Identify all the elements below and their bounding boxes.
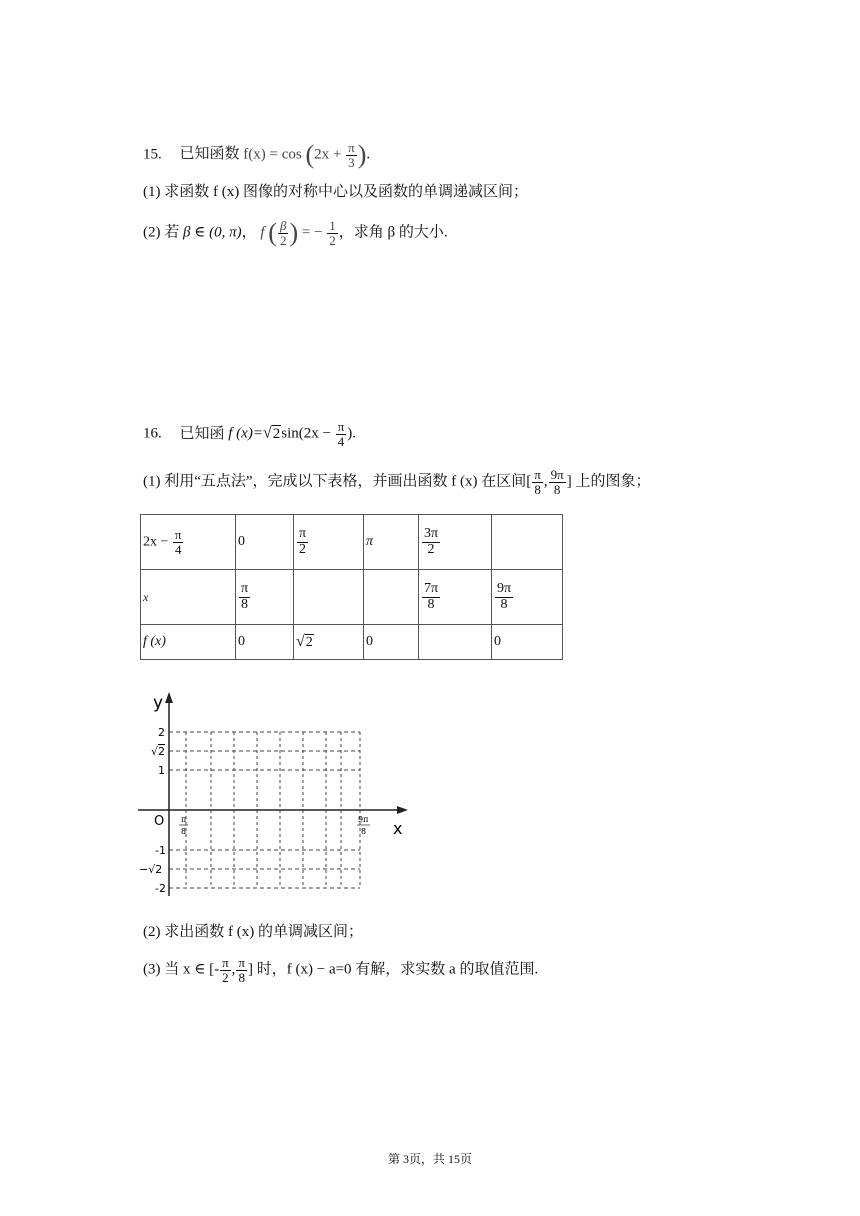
q16-part3-b: ] 时，f (x) − a=0 有解，求实数 a 的取值范围. (248, 961, 539, 978)
q16-sqrt-sign: √ (262, 424, 272, 442)
q16-pi-over-8 (532, 468, 543, 496)
q15-part2 (143, 218, 448, 248)
table-cell: 0 (364, 625, 419, 660)
q16-frac-num: π (337, 419, 345, 434)
cell-9pi-over-8 (495, 582, 513, 612)
q16-func-lhs: f (x)= (228, 425, 263, 442)
row1-frac-num: π (174, 526, 182, 542)
sqrt-sign: √ (296, 633, 305, 650)
cell-pi-over-8 (239, 582, 250, 612)
q16-heading (143, 420, 356, 448)
q16-9pi-over-8 (549, 468, 566, 496)
q15-func-arg: 2x + (314, 146, 342, 163)
q15-f: f (260, 224, 265, 241)
q16-number: 16. (143, 425, 162, 442)
q15-beta-over-2 (278, 219, 289, 247)
q15-paren-open: ( (268, 218, 277, 247)
q16-comma: , (543, 473, 548, 490)
q15-end: . (366, 146, 371, 163)
cell-frac-num: 3π (424, 525, 439, 541)
cell-frac-num: 9π (497, 580, 512, 596)
table-cell (364, 570, 419, 625)
q15-part2-suffix: ，求角 β 的大小. (338, 224, 448, 241)
table-cell (419, 515, 492, 570)
table-cell (492, 515, 563, 570)
table-cell: 0 (236, 515, 294, 570)
page-footer: 第 3页，共 15页 (387, 1152, 472, 1166)
q16-part1 (143, 468, 650, 496)
q16-part3-a: (3) 当 x ∈ [- (143, 961, 220, 978)
five-point-table (140, 514, 563, 660)
table-cell: 0 (236, 625, 294, 660)
table-cell: f (x) (141, 625, 236, 660)
q16-frac2-num: 9π (550, 467, 564, 482)
table-cell (419, 625, 492, 660)
q15-rparen: ) (357, 140, 367, 169)
table-cell (294, 515, 364, 570)
q15-frac-den: 3 (348, 154, 355, 170)
q15-beta-num: β (279, 217, 287, 233)
table-cell (141, 515, 236, 570)
q15-half-num: 1 (329, 217, 336, 233)
table-cell: π (364, 515, 419, 570)
cell-frac-den: 8 (427, 596, 435, 612)
q15-part1: (1) 求函数 f (x) 图像的对称中心以及函数的单调递减区间； (143, 184, 528, 200)
table-row (141, 515, 563, 570)
row1-frac-den: 4 (174, 541, 182, 557)
x-tick-end-num: 9π (358, 815, 369, 824)
x-axis-arrow (397, 806, 408, 814)
table-row (141, 625, 563, 660)
x-tick-start-num: π (181, 815, 187, 824)
graph-grid (138, 688, 418, 903)
q16-func-rest: sin(2x − (281, 425, 331, 442)
origin-label: O (154, 814, 165, 829)
q16-part2: (2) 求出函数 f (x) 的单调减区间； (143, 924, 363, 940)
cell-frac-num: 7π (424, 580, 439, 596)
cell-frac-den: 2 (299, 541, 307, 557)
q16-part1-a: (1) 利用“五点法”，完成以下表格，并画出函数 f (x) 在区间[ (143, 473, 532, 490)
q15-eq-neg: = − (301, 224, 323, 241)
q16-sqrt-two: 2 (272, 425, 281, 442)
q16-frac-den: 4 (337, 433, 345, 449)
cell-frac-den: 8 (500, 596, 508, 612)
q16-part1-b: ] 上的图象； (566, 473, 651, 490)
cell-frac-num: π (299, 525, 307, 541)
cell-3pi-over-2 (422, 527, 440, 557)
cell-7pi-over-8 (422, 582, 440, 612)
x-tick-start-den: 8 (181, 827, 187, 836)
table-cell: 0 (492, 625, 563, 660)
tick-label-2: 2 (158, 726, 165, 739)
row1-label: 2x − (143, 534, 169, 550)
x-tick-end-den: 8 (361, 827, 367, 836)
q16-pi-over-4 (336, 420, 347, 448)
q15-half-den: 2 (329, 232, 336, 248)
q16-frac1-den: 8 (534, 481, 541, 497)
q16-frac1-num: π (534, 467, 541, 482)
q16-stem: 已知函 (179, 425, 225, 442)
table-cell (294, 570, 364, 625)
q16-part3 (143, 956, 538, 984)
table-cell (236, 570, 294, 625)
cell-sqrt-two: 2 (305, 635, 313, 650)
cell-pi-over-2 (297, 527, 308, 557)
q15-stem: 已知函数 (179, 146, 240, 163)
q16-part3-pi-over-8 (236, 956, 247, 984)
q15-number: 15. (143, 146, 162, 163)
q15-func-lhs: f(x) (243, 146, 266, 163)
table-cell (492, 570, 563, 625)
q16-part3-frac1-den: 2 (222, 969, 229, 985)
tick-label-sqrt2: √2 (151, 745, 166, 758)
q16-pi-over-2 (220, 956, 231, 984)
q16-frac2-den: 8 (553, 481, 561, 497)
q15-func-eq: = cos (269, 146, 302, 163)
cell-frac-num: π (241, 580, 249, 596)
x-axis-label: x (393, 819, 403, 838)
q15-heading (143, 140, 370, 170)
cell-frac-den: 2 (427, 541, 435, 557)
q15-beta-condition: β ∈ (0, π) (183, 224, 242, 241)
table-cell (294, 625, 364, 660)
tick-label-neg1: -1 (155, 844, 166, 857)
q16-part3-frac1-num: π (222, 955, 229, 970)
q15-comma: ， (241, 224, 257, 241)
q16-part3-frac2-num: π (238, 955, 245, 970)
row1-label-frac (173, 528, 184, 556)
q16-end: ). (347, 425, 357, 442)
tick-label-neg-sqrt2: −√2 (139, 863, 163, 876)
q15-pi-over-3 (346, 141, 357, 169)
table-cell: x (141, 570, 236, 625)
q15-one-half (327, 219, 338, 247)
cell-frac-den: 8 (241, 596, 249, 612)
table-cell (419, 570, 492, 625)
q16-part3-frac2-den: 8 (238, 969, 245, 985)
q15-paren-close: ) (289, 218, 299, 247)
y-axis-label: y (153, 693, 164, 713)
y-axis-arrow (165, 692, 173, 703)
q15-part2-prefix: (2) 若 (143, 224, 180, 241)
q15-lparen: ( (305, 140, 315, 169)
tick-label-1: 1 (158, 764, 165, 777)
q16-part3-comma: , (231, 961, 236, 978)
tick-label-neg2: -2 (155, 882, 166, 895)
table-row (141, 570, 563, 625)
q15-frac-num: π (348, 139, 355, 155)
q15-beta-den: 2 (279, 232, 287, 248)
